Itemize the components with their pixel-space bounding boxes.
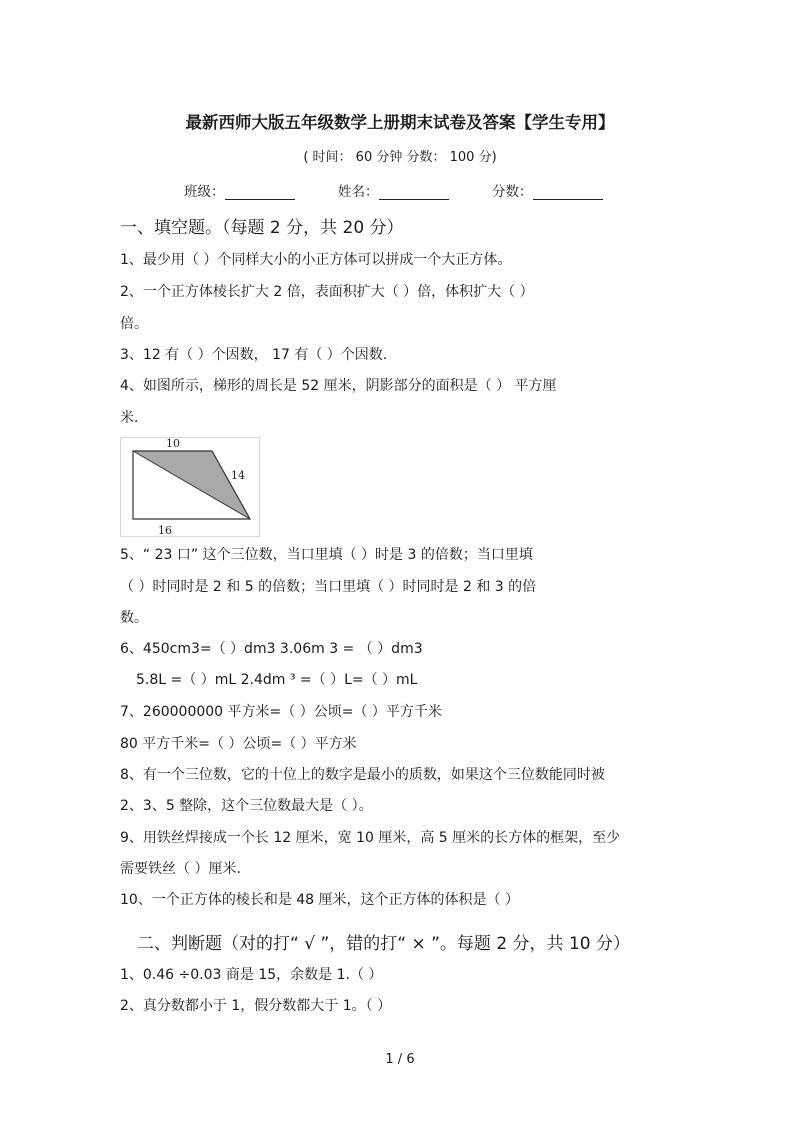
judgment-1: 1、0.46 ÷0.03 商是 15，余数是 1.（ ） <box>120 967 383 983</box>
bottom-side-label: 16 <box>158 524 172 537</box>
section2-heading: 二、判断题（对的打“ √ ”，错的打“ × ”。每题 2 分，共 10 分） <box>137 934 630 954</box>
class-label: 班级： <box>184 184 225 200</box>
question-10: 10、一个正方体的棱长和是 48 厘米，这个正方体的体积是（ ） <box>120 892 519 908</box>
exam-subtitle: ( 时间： 60 分钟 分数： 100 分) <box>303 150 497 165</box>
exam-title: 最新西师大版五年级数学上册期末试卷及答案【学生专用】 <box>185 113 615 132</box>
score-blank <box>533 185 603 200</box>
name-label: 姓名： <box>338 184 379 200</box>
question-5-line-2: （ ）时同时是 2 和 5 的倍数；当口里填（ ）时同时是 2 和 3 的倍 <box>120 579 537 595</box>
question-6-line-2: 5.8L =（ ）mL 2.4dm ³ =（ ）L=（ ）mL <box>136 672 418 688</box>
top-side-label: 10 <box>166 437 180 450</box>
judgment-2: 2、真分数都小于 1，假分数都大于 1。（ ） <box>120 998 392 1014</box>
class-blank <box>225 185 295 200</box>
question-4-line-2: 米. <box>120 410 139 426</box>
score-field <box>492 180 603 200</box>
question-5-line-3: 数。 <box>120 610 148 626</box>
question-9-line-1: 9、用铁丝焊接成一个长 12 厘米，宽 10 厘米，高 5 厘米的长方体的框架，至少 <box>120 830 621 846</box>
question-7-line-1: 7、260000000 平方米=（ ）公顷=（ ）平方千米 <box>120 704 442 720</box>
right-side-label: 14 <box>231 469 245 482</box>
question-4-line-1: 4、如图所示，梯形的周长是 52 厘米，阴影部分的面积是（ ） 平方厘 <box>120 378 557 394</box>
section1-heading: 一、填空题。（每题 2 分，共 20 分） <box>120 218 404 238</box>
question-2-line-2: 倍。 <box>120 316 148 332</box>
name-field <box>338 180 449 200</box>
question-8-line-1: 8、有一个三位数，它的十位上的数字是最小的质数，如果这个三位数能同时被 <box>120 767 605 783</box>
trapezoid-figure <box>120 437 260 537</box>
class-field <box>184 180 295 200</box>
question-5-line-1: 5、“ 23 口” 这个三位数，当口里填（ ）时是 3 的倍数；当口里填 <box>120 547 533 563</box>
score-label: 分数： <box>492 184 533 200</box>
question-8-line-2: 2、3、5 整除，这个三位数最大是（ ）。 <box>120 798 373 814</box>
question-3: 3、12 有（ ）个因数， 17 有（ ）个因数. <box>120 347 388 363</box>
page-number: 1 / 6 <box>385 1052 415 1067</box>
question-1: 1、最少用（ ）个同样大小的小正方体可以拼成一个大正方体。 <box>120 252 512 268</box>
question-7-line-2: 80 平方千米=（ ）公顷=（ ）平方米 <box>120 736 357 752</box>
question-6-line-1: 6、450cm3=（ ）dm3 3.06m 3 = （ ）dm3 <box>120 641 423 657</box>
question-2-line-1: 2、一个正方体棱长扩大 2 倍，表面积扩大（ ）倍，体积扩大（ ） <box>120 284 534 300</box>
question-9-line-2: 需要铁丝（ ）厘米. <box>120 861 241 877</box>
name-blank <box>379 185 449 200</box>
